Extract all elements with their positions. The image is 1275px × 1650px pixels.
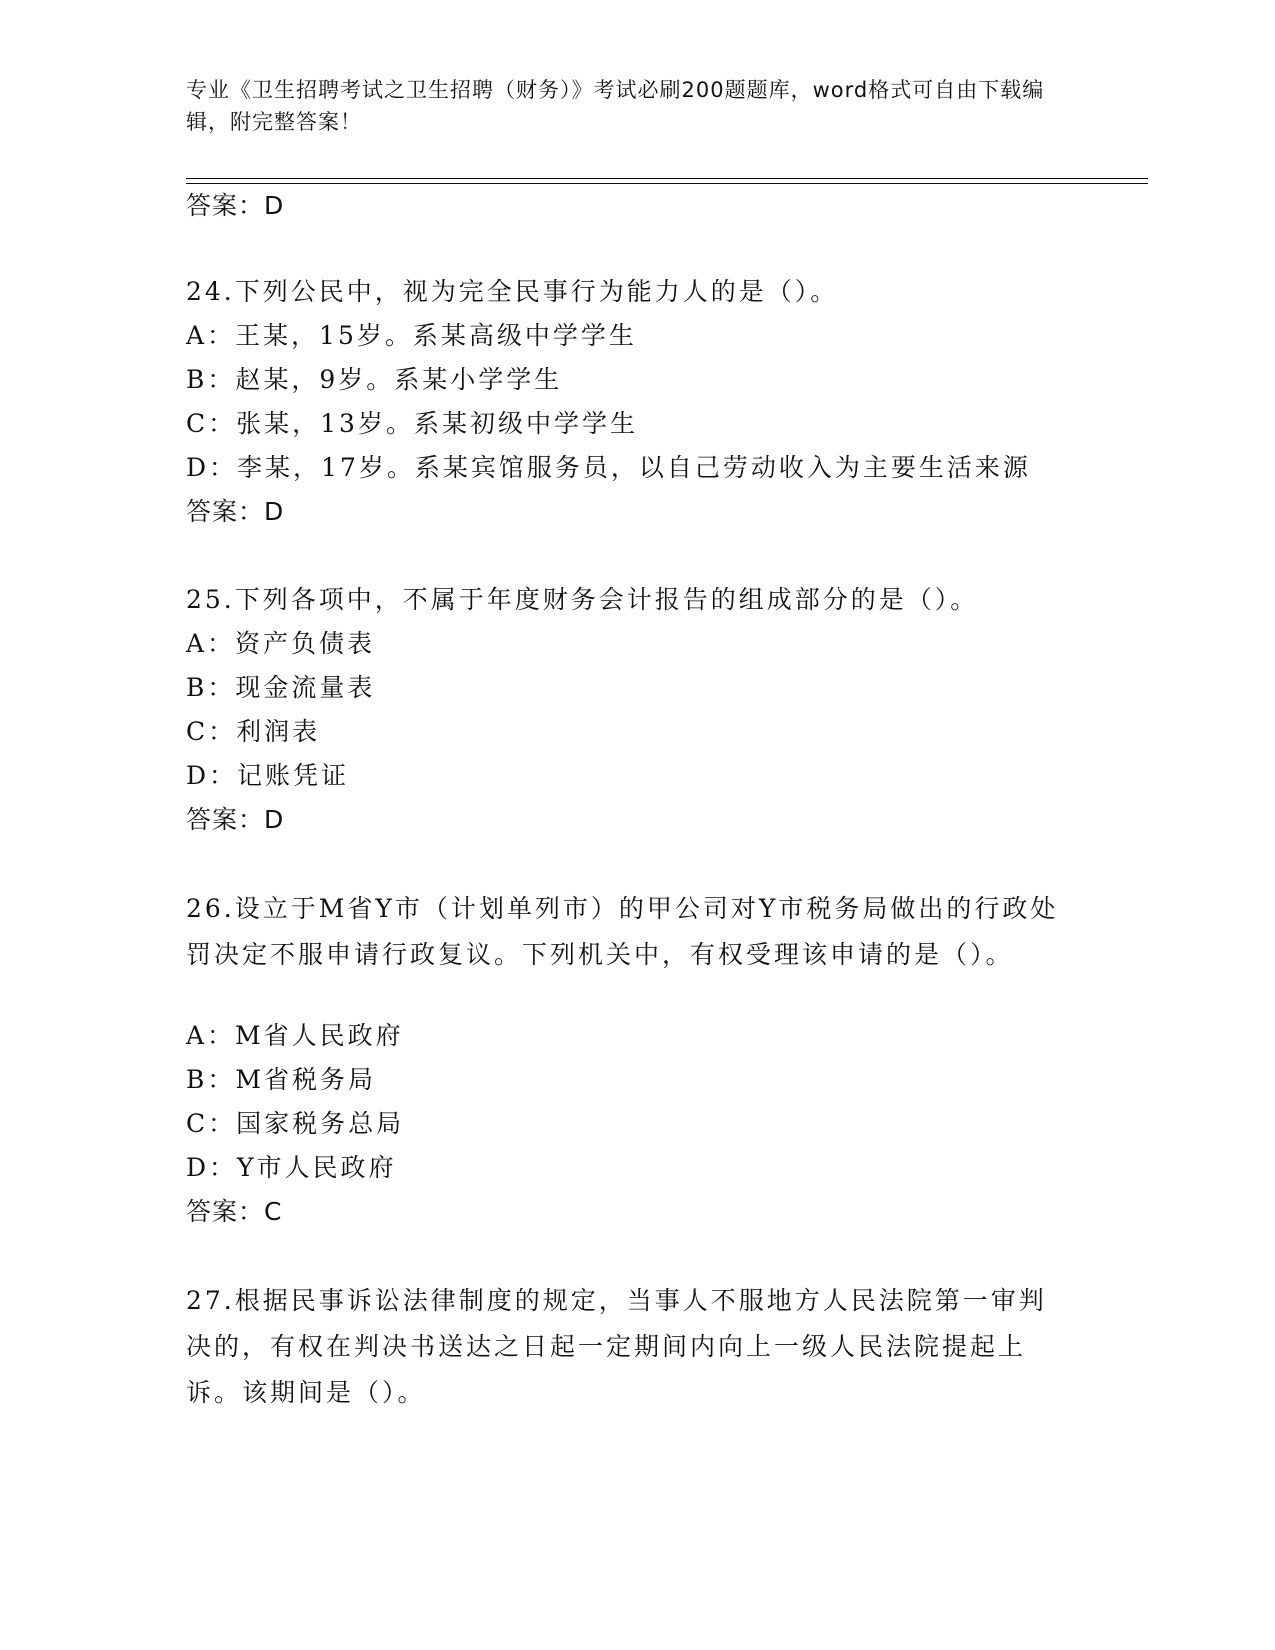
question-27-stem: 27.根据民事诉讼法律制度的规定，当事人不服地方人民法院第一审判决的，有权在判决书送达之日起一定期间内向上一级人民法院提起上诉。该期间是（）。 [186, 1286, 1047, 1407]
question-26-stem: 26.设立于M省Y市（计划单列市）的甲公司对Y市税务局做出的行政处罚决定不服申请行政复议。下列机关中，有权受理该申请的是（）。 [186, 894, 1059, 969]
question-25-option-c: C：利润表 [186, 717, 321, 746]
question-25-stem: 25.下列各项中，不属于年度财务会计报告的组成部分的是（）。 [186, 585, 979, 614]
question-26-answer: 答案：C [186, 1197, 283, 1226]
question-26-option-d: D：Y市人民政府 [186, 1153, 397, 1182]
question-25-answer: 答案：D [186, 805, 285, 834]
question-24-stem: 24.下列公民中，视为完全民事行为能力人的是（）。 [186, 277, 839, 306]
header-divider-top [186, 178, 1148, 179]
question-26-option-b: B：M省税务局 [186, 1065, 376, 1094]
document-header: 专业《卫生招聘考试之卫生招聘（财务）》考试必刷200题题库，word格式可自由下载编辑，附完整答案！ [186, 78, 1045, 134]
question-26-option-c: C：国家税务总局 [186, 1109, 405, 1138]
header-divider-bottom [186, 183, 1148, 184]
question-24-answer: 答案：D [186, 497, 285, 526]
question-25-option-a: A：资产负债表 [186, 629, 376, 658]
question-24-option-b: B：赵某，9岁。系某小学学生 [186, 365, 563, 394]
question-24-option-d: D：李某，17岁。系某宾馆服务员，以自己劳动收入为主要生活来源 [186, 453, 1031, 482]
answer-prev: 答案：D [186, 191, 285, 220]
question-24-option-c: C：张某，13岁。系某初级中学学生 [186, 409, 638, 438]
question-26-option-a: A：M省人民政府 [186, 1021, 404, 1050]
question-24-option-a: A：王某，15岁。系某高级中学学生 [186, 321, 637, 350]
question-25-option-d: D：记账凭证 [186, 761, 350, 790]
question-25-option-b: B：现金流量表 [186, 673, 376, 702]
